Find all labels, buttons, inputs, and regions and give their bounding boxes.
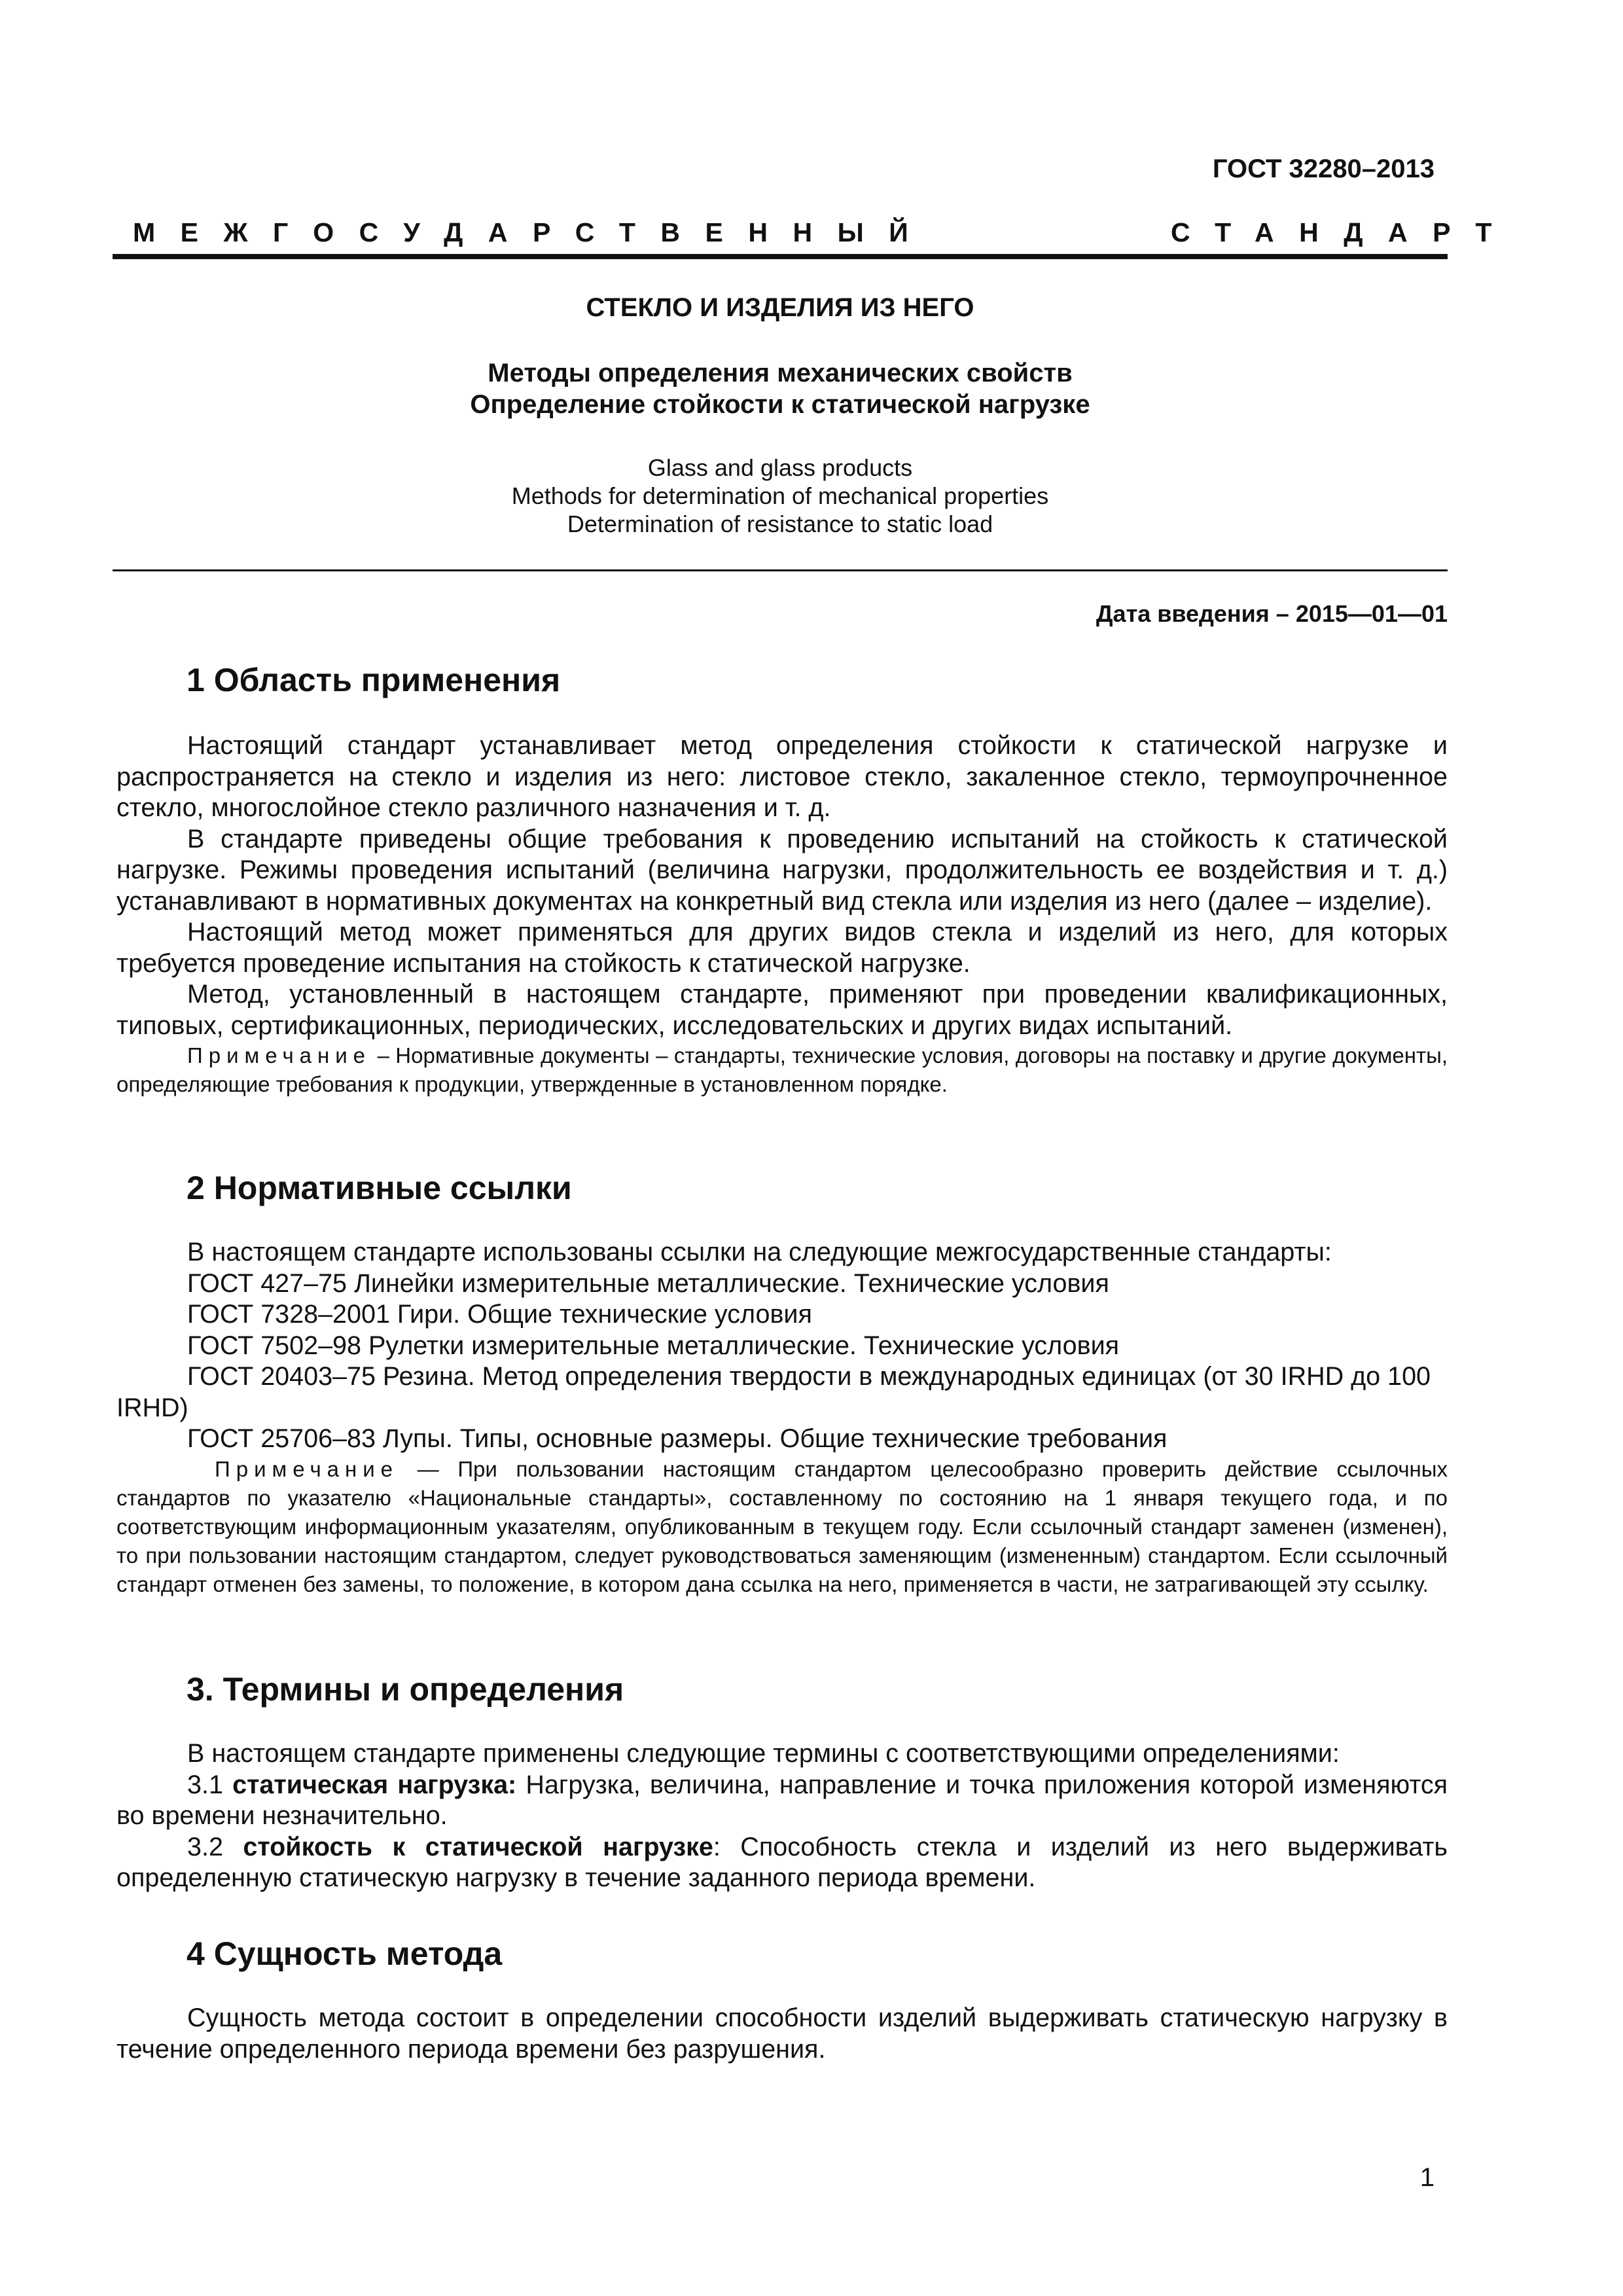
section-1-paragraph-2: В стандарте приведены общие требования к проведению испытаний на стойкость к статической нагрузке. Режимы проведения испытаний (величина нагрузки, продолжительность ее воздействия и т. д.) устанавливают в нормативных документах на конкретный вид стекла или изделия из него (далее – изделие). [116,824,1448,916]
subtitle-ru-1: Методы определения механических свойств [488,359,1073,387]
term-number: 3.1 [187,1770,233,1799]
reference-item: ГОСТ 7328–2001 Гири. Общие технические условия [187,1300,812,1329]
note-text: — При пользовании настоящим стандартом целесообразно проверить действие ссылочных стандартов по указателю «Национальные стандарты», составленному по состоянию на 1 января текущего года, и по соответствующим информационным указателям, опубликованным в текущем году. Если ссылочный стандарт заменен (изменен), то при пользовании настоящим стандартом, следует руководствоваться заменяющим (измененным) стандартом. Если ссылочный стандарт отменен без замены, то положение, в котором дана ссылка на него, применяется в части, не затрагивающей эту ссылку. [116,1456,1448,1596]
header-rule [113,254,1448,259]
section-2-heading: 2 Нормативные ссылки [187,1170,572,1206]
section-4-paragraph-1: Сущность метода состоит в определении способности изделий выдерживать статическую нагрузку в течение определенного периода времени без разрушения. [116,2003,1448,2064]
term-definition: Нагрузка, величина, направление и точка приложения которой изменяются во времени незначительно. [116,1770,1448,1830]
term-definition: : Способность стекла и изделий из него выдерживать определенную статическую нагрузку в течение заданного периода времени. [116,1832,1448,1892]
section-1-body [116,730,1448,1099]
title-en-2: Methods for determination of mechanical properties [511,482,1049,509]
title-en-3: Determination of resistance to static load [567,511,993,537]
section-2-body [116,1237,1448,1599]
subtitle-ru-2: Определение стойкости к статической нагрузке [470,390,1090,419]
reference-item: ГОСТ 20403–75 Резина. Метод определения твердости в международных единицах (от 30 IRHD до 100 IRHD) [116,1362,1431,1422]
term-3-2 [116,1832,1448,1894]
term-name: статическая нагрузка: [232,1770,517,1799]
section-4-heading: 4 Сущность метода [187,1935,503,1972]
section-4-body [116,2003,1448,2065]
term-number: 3.2 [187,1832,243,1861]
title-rule [113,569,1448,571]
category-word-standard: СТАНДАРТ [1171,217,1517,247]
title-ru: СТЕКЛО И ИЗДЕЛИЯ ИЗ НЕГО [586,293,974,322]
section-2-note [116,1455,1448,1599]
reference-item: ГОСТ 7502–98 Рулетки измерительные металлические. Технические условия [187,1331,1120,1360]
title-en-1: Glass and glass products [647,454,913,481]
page-number: 1 [1419,2163,1435,2192]
term-3-1 [116,1770,1448,1832]
section-1-paragraph-3: Настоящий метод может применяться для других видов стекла и изделий из него, для которых требуется проведение испытания на стойкость к статической нагрузке. [116,918,1448,978]
section-2-intro: В настоящем стандарте использованы ссылки на следующие межгосударственные стандарты: [187,1238,1332,1266]
section-1-heading: 1 Область применения [187,662,561,698]
note-label: Примечание [215,1456,399,1481]
reference-item: ГОСТ 25706–83 Лупы. Типы, основные размеры. Общие технические требования [187,1424,1168,1453]
section-1-paragraph-4: Метод, установленный в настоящем стандарте, применяют при проведении квалификационных, типовых, сертификационных, периодических, исследовательских и других видах испытаний. [116,980,1448,1040]
term-name: стойкость к статической нагрузке [243,1832,713,1861]
section-3-heading: 3. Термины и определения [187,1671,624,1708]
document-number: ГОСТ 32280–2013 [1212,154,1435,183]
note-text: – Нормативные документы – стандарты, технические условия, договоры на поставку и другие документы, определяющие требования к продукции, утвержденные в установленном порядке. [116,1043,1448,1096]
note-label: Примечание [187,1043,372,1067]
effective-date: Дата введения – 2015—01—01 [1096,600,1448,627]
reference-item: ГОСТ 427–75 Линейки измерительные металлические. Технические условия [187,1268,1109,1298]
category-word-interstate: МЕЖГОСУДАРСТВЕННЫЙ [133,217,934,247]
section-1-note [116,1041,1448,1099]
section-3-intro: В настоящем стандарте применены следующие термины с соответствующими определениями: [187,1739,1340,1768]
section-1-paragraph-1: Настоящий стандарт устанавливает метод определения стойкости к статической нагрузке и распространяется на стекло и изделия из него: листовое стекло, закаленное стекло, термоупрочненное стекло, многослойное стекло различного назначения и т. д. [116,731,1448,822]
section-3-body [116,1738,1448,1894]
